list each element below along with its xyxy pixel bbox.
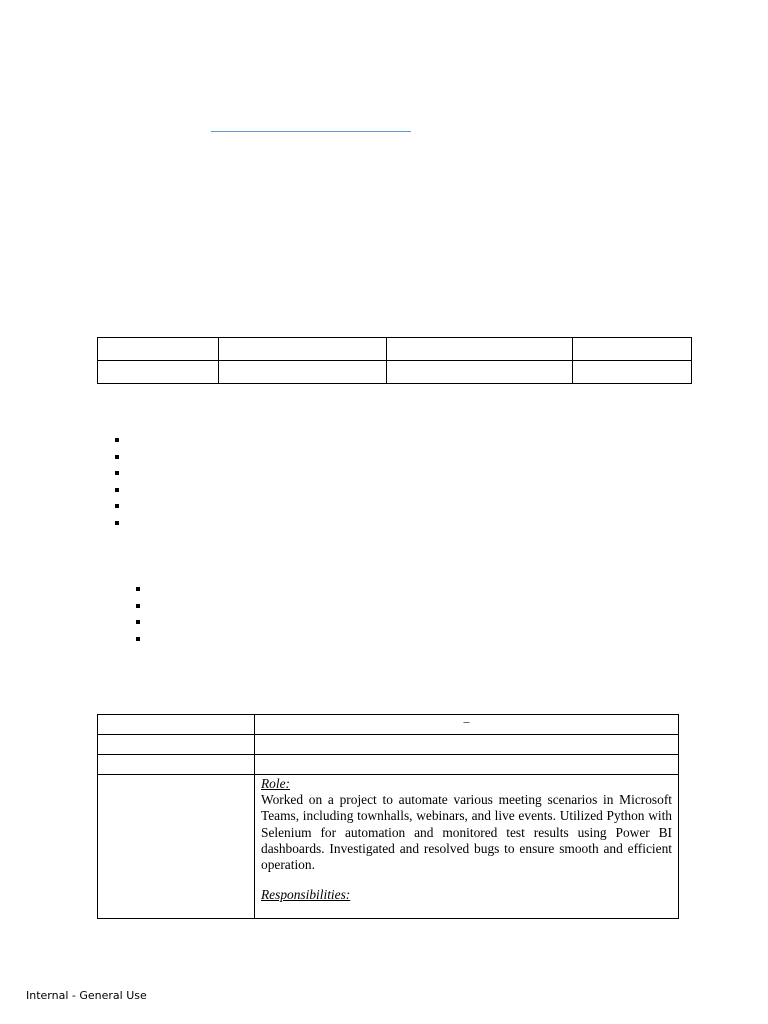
- table-row: [98, 338, 692, 361]
- table-cell: [387, 361, 573, 384]
- project-table: [97, 714, 679, 919]
- table-cell: [98, 715, 255, 735]
- table-cell: [219, 338, 387, 361]
- table-cell: [255, 755, 679, 775]
- table-row: [98, 361, 692, 384]
- table-cell: [98, 338, 219, 361]
- footer-label: Internal - General Use: [26, 989, 147, 1002]
- table-cell: [573, 361, 692, 384]
- header-dash-cell: –: [255, 715, 679, 735]
- table-cell: [98, 755, 255, 775]
- table-row: [98, 715, 679, 735]
- table-cell: [219, 361, 387, 384]
- table-cell: [98, 775, 255, 919]
- spacer: [261, 873, 672, 887]
- table-cell: [573, 338, 692, 361]
- education-table: [97, 337, 692, 384]
- table-row: [98, 775, 679, 919]
- project-description-cell: [255, 775, 679, 919]
- table-cell: [255, 735, 679, 755]
- role-description: Worked on a project to automate various meeting scenarios in Microsoft Teams, including townhalls, webinars, and live events. Utilized Python with Selenium for automation and monitored test results using Power BI dashboards. Investigated and resolved bugs to ensure smooth and efficient operation.: [261, 792, 672, 873]
- table-cell: [98, 361, 219, 384]
- table-cell: [387, 338, 573, 361]
- hyperlink-underline[interactable]: [211, 131, 411, 132]
- table-row: [98, 755, 679, 775]
- responsibilities-heading: Responsibilities:: [261, 887, 351, 903]
- table-cell: [98, 735, 255, 755]
- table-row: [98, 735, 679, 755]
- role-heading: Role:: [261, 776, 290, 791]
